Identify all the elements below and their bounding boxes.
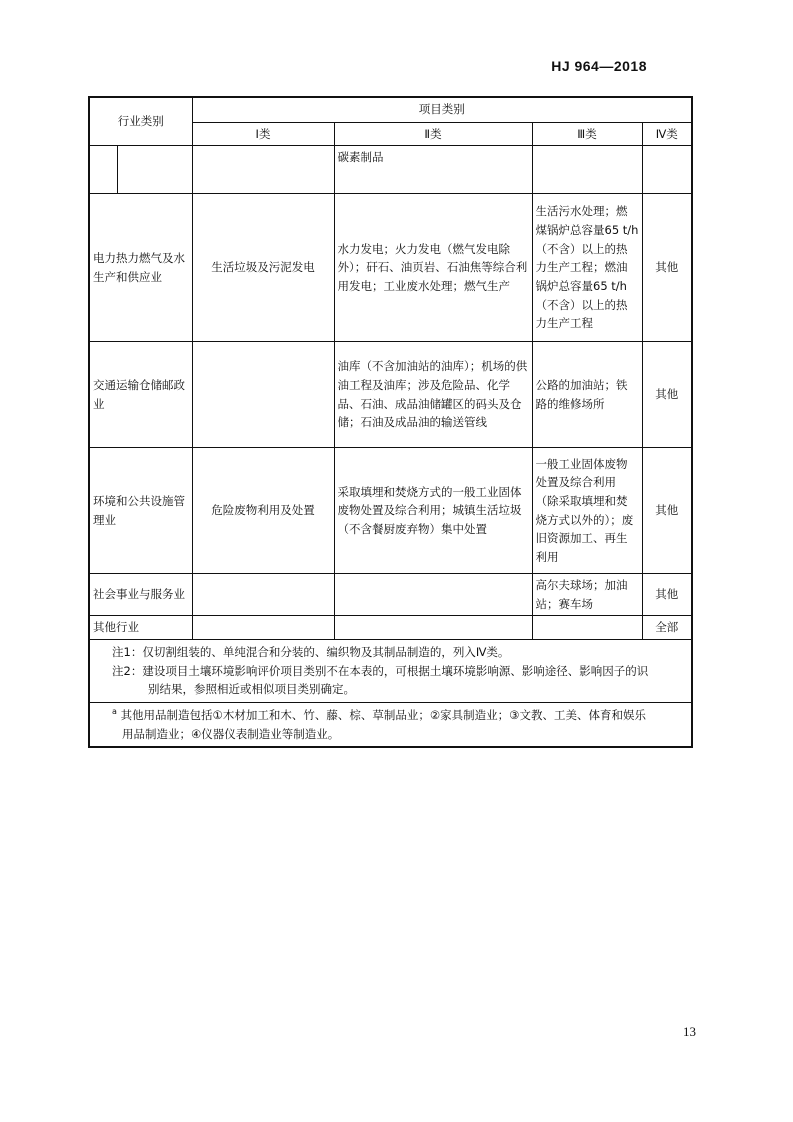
class4-cell: 全部: [642, 616, 692, 640]
class1-cell: [192, 616, 334, 640]
header-class-4: Ⅳ类: [642, 122, 692, 146]
header-class-2: Ⅱ类: [334, 122, 532, 146]
class1-cell: [192, 574, 334, 616]
table-row: [89, 616, 692, 640]
header-project-category: 项目类别: [192, 97, 692, 122]
class3-cell: 公路的加油站；铁路的维修场所: [532, 342, 642, 448]
table-row: [89, 146, 692, 194]
note-1: 注1：仅切割组装的、单纯混合和分装的、编织物及其制品制造的，列入Ⅳ类。: [112, 645, 510, 659]
class3-cell: [532, 616, 642, 640]
footnote-cell: [89, 702, 692, 747]
footnote-line-2: 用品制造业；④仪器仪表制造业等制造业。: [122, 726, 340, 741]
class1-cell: 生活垃圾及污泥发电: [192, 194, 334, 342]
project-category-table: [88, 96, 693, 748]
class1-cell: [192, 342, 334, 448]
class4-cell: 其他: [642, 342, 692, 448]
class3-cell: 生活污水处理；燃煤锅炉总容量65 t/h（不含）以上的热力生产工程；燃油锅炉总容量65 t/h（不含）以上的热力生产工程: [532, 194, 642, 342]
class2-cell: 采取填埋和焚烧方式的一般工业固体废物处置及综合利用；城镇生活垃圾（不含餐厨废弃物）集中处置: [334, 448, 532, 574]
class2-cell: [334, 616, 532, 640]
class4-cell: [642, 146, 692, 194]
class2-cell: 油库（不含加油站的油库）；机场的供油工程及油库；涉及危险品、化学品、石油、成品油储罐区的码头及仓储；石油及成品油的输送管线: [334, 342, 532, 448]
header-class-3: Ⅲ类: [532, 122, 642, 146]
industry-cell: 交通运输仓储邮政业: [89, 342, 192, 448]
class4-cell: 其他: [642, 448, 692, 574]
class3-cell: [532, 146, 642, 194]
class2-cell: 碳素制品: [334, 146, 532, 194]
footnote-row: [89, 702, 692, 747]
table-row: [89, 574, 692, 616]
page-number: 13: [683, 1024, 696, 1039]
table-row: [89, 194, 692, 342]
notes-cell: [89, 640, 692, 703]
class3-cell: 高尔夫球场；加油站；赛车场: [532, 574, 642, 616]
class1-cell: [192, 146, 334, 194]
industry-cell: 其他行业: [89, 616, 192, 640]
note-2-line-2: 别结果，参照相近或相似项目类别确定。: [148, 682, 355, 697]
standard-code: HJ 964—2018: [551, 58, 647, 74]
header-row-1: [89, 97, 692, 122]
table-row: [89, 342, 692, 448]
industry-cell: 环境和公共设施管理业: [89, 448, 192, 574]
class2-cell: 水力发电；火力发电（燃气发电除外）；矸石、油页岩、石油焦等综合利用发电；工业废水处理；燃气生产: [334, 194, 532, 342]
notes-row: [89, 640, 692, 703]
header-class-1: Ⅰ类: [192, 122, 334, 146]
class4-cell: 其他: [642, 194, 692, 342]
industry-cell: 电力热力燃气及水生产和供应业: [89, 194, 192, 342]
note-2-line-1: 注2：建设项目土壤环境影响评价项目类别不在本表的，可根据土壤环境影响源、影响途径、影响因子的识: [112, 663, 649, 678]
industry-cell: 社会事业与服务业: [89, 574, 192, 616]
footnote-line-1: [112, 706, 681, 725]
header-industry: 行业类别: [89, 97, 192, 146]
class4-cell: 其他: [642, 574, 692, 616]
class3-cell: 一般工业固体废物处置及综合利用（除采取填埋和焚烧方式以外的）；废旧资源加工、再生利用: [532, 448, 642, 574]
industry-cell: [117, 146, 192, 194]
footnote-mark: a: [112, 707, 117, 717]
footnote-text-1: 其他用品制造包括①木材加工和木、竹、藤、棕、草制品业；②家具制造业；③文教、工美、体育和娱乐: [120, 707, 646, 722]
industry-cell-blank: [89, 146, 117, 194]
class2-cell: [334, 574, 532, 616]
table-row: [89, 448, 692, 574]
class1-cell: 危险废物利用及处置: [192, 448, 334, 574]
